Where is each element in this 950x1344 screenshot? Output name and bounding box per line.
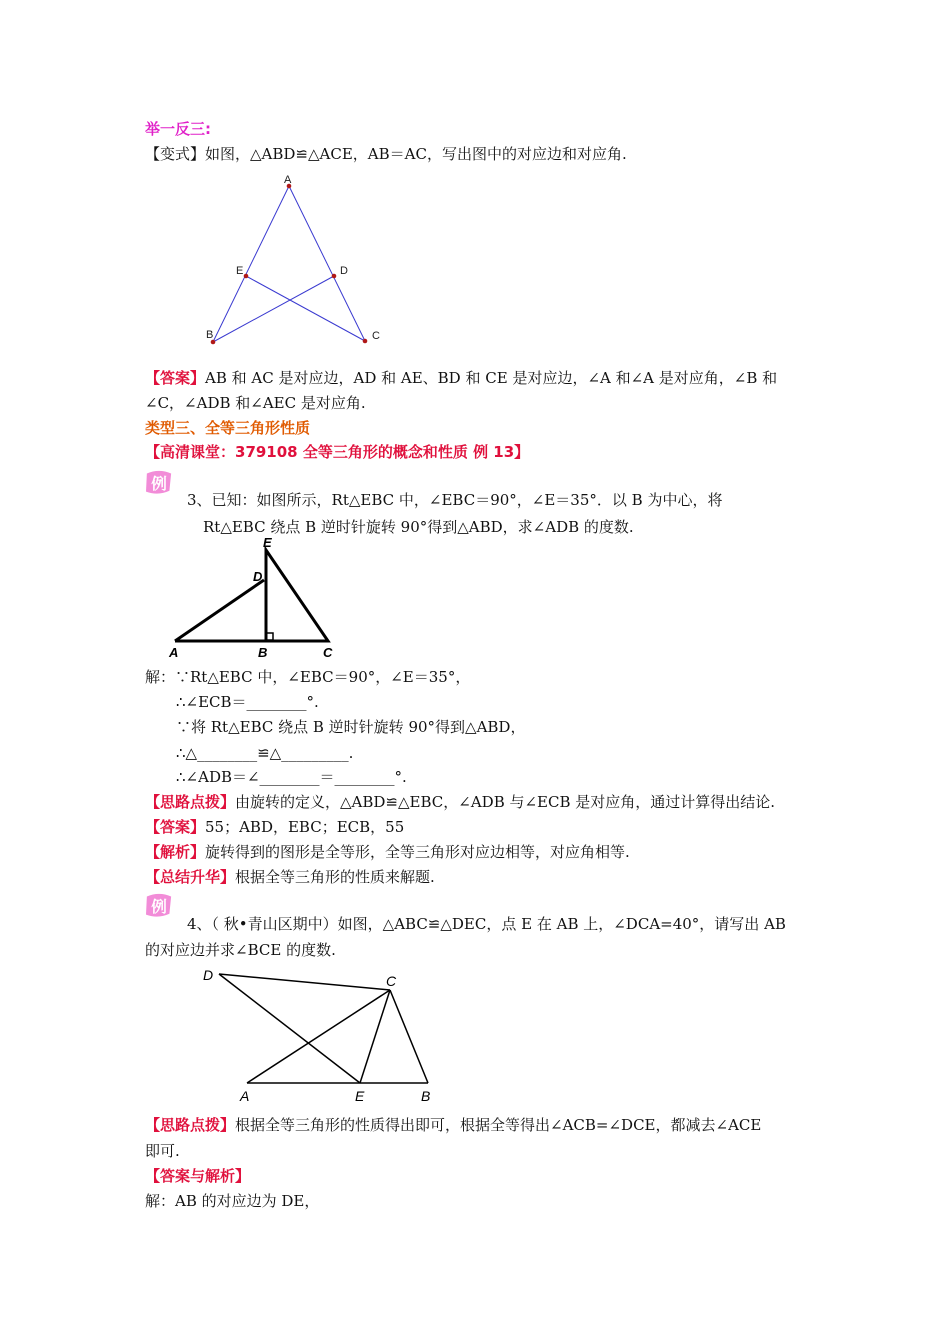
summary-3 [145,866,435,888]
answer-3 [145,816,404,838]
hint-text: 由旋转的定义，△ABD≌△EBC，∠ADB 与∠ECB 是对应角，通过计算得出结论. [235,793,776,811]
point-c [363,339,368,344]
section-heading-type3: 类型三、全等三角形性质 [145,419,311,437]
solution-line-4: ∴△________≌△_________. [176,744,354,762]
hint-tag: 【思路点拨】 [145,793,236,811]
solution-line-3: ∵将 Rt△EBC 绕点 B 逆时针旋转 90°得到△ABD， [176,718,526,736]
answer-line-2: ∠C，∠ADB 和∠AEC 是对应角. [145,394,366,412]
answer-line-1 [145,367,777,389]
label-b: B [258,645,268,660]
segment-de [219,974,360,1083]
solution-line-5: ∴∠ADB＝∠________＝________°. [176,768,407,786]
label-e: E [355,1088,365,1104]
label-b: B [206,329,214,341]
point-d [332,274,337,279]
variant-question [145,143,627,165]
hint-4-line-2: 即可. [145,1142,180,1160]
figure-triangles-abc-dec [195,960,445,1110]
label-c: C [386,973,397,989]
hint-3 [145,791,775,813]
summary-text: 根据全等三角形的性质来解题. [235,868,435,886]
figure-rotated-triangles [165,535,345,660]
label-a: A [169,645,179,660]
solution-line-1: 解：∵Rt△EBC 中，∠EBC＝90°，∠E＝35°， [145,668,471,686]
badge-text-3: 例 [151,476,167,494]
segment-dc [219,974,390,990]
question-4-line-2: 的对应边并求∠BCE 的度数. [145,941,336,959]
question-4-line-1: 4、（ 秋•青山区期中）如图，△ABC≌△DEC，点 E 在 AB 上，∠DCA=40°，请写出 AB [187,915,786,933]
variant-text: 如图，△ABD≌△ACE，AB＝AC，写出图中的对应边和对应角. [205,145,627,163]
solution-line-2: ∴∠ECB＝________°. [176,693,319,711]
hint-text-1: 根据全等三角形的性质得出即可，根据全等得出∠ACB=∠DCE，都减去∠ACE [235,1116,762,1134]
label-e: E [236,265,244,277]
hint-4-line-1 [145,1114,761,1136]
segment-ac [247,990,390,1083]
summary-tag: 【总结升华】 [145,868,236,886]
segment-bd [213,276,334,342]
label-b: B [421,1088,431,1104]
example-badge-3 [143,470,175,496]
segment-ac [289,186,365,341]
segment-ec [246,276,365,341]
segment-cb [390,990,428,1083]
answer-tag: 【答案】 [145,818,206,836]
answer-text-1: AB 和 AC 是对应边，AD 和 AE、BD 和 CE 是对应边，∠A 和∠A 是对应角，∠B 和 [205,369,778,387]
label-c: C [323,645,333,660]
analysis-text: 旋转得到的图形是全等形，全等三角形对应边相等，对应角相等. [205,843,630,861]
answer-analysis-tag: 【答案与解析】 [145,1167,251,1185]
analysis-3 [145,841,630,863]
label-a: A [240,1088,250,1104]
segment-ce [360,990,390,1083]
label-c: C [372,330,380,342]
analysis-tag: 【解析】 [145,843,206,861]
label-d: D [340,265,348,277]
point-e [244,274,249,279]
example-badge-4 [143,893,175,919]
label-d: D [203,967,214,983]
section-heading-practice: 举一反三: [145,120,211,138]
triangle-ebc [175,550,328,641]
solution-4-line: 解：AB 的对应边为 DE， [145,1192,320,1210]
label-d: D [253,569,263,584]
badge-text-4: 例 [151,899,167,917]
answer-tag: 【答案】 [145,369,206,387]
hint-tag: 【思路点拨】 [145,1116,236,1134]
figure-triangle-abd-ace [200,172,390,352]
answer-text: 55；ABD，EBC；ECB，55 [205,818,405,836]
question-3-line-1: 3、已知：如图所示，Rt△EBC 中，∠EBC＝90°，∠E＝35°．以 B 为中心，将 [187,491,723,509]
variant-tag: 【变式】 [145,145,206,163]
label-e: E [263,535,272,550]
segment-ab [213,186,289,342]
segment-ad [175,580,264,641]
video-lesson-tag: 【高清课堂：379108 全等三角形的概念和性质 例 13】 [145,443,530,461]
label-a: A [284,174,292,186]
question-3-line-2: Rt△EBC 绕点 B 逆时针旋转 90°得到△ABD，求∠ADB 的度数. [203,518,634,536]
